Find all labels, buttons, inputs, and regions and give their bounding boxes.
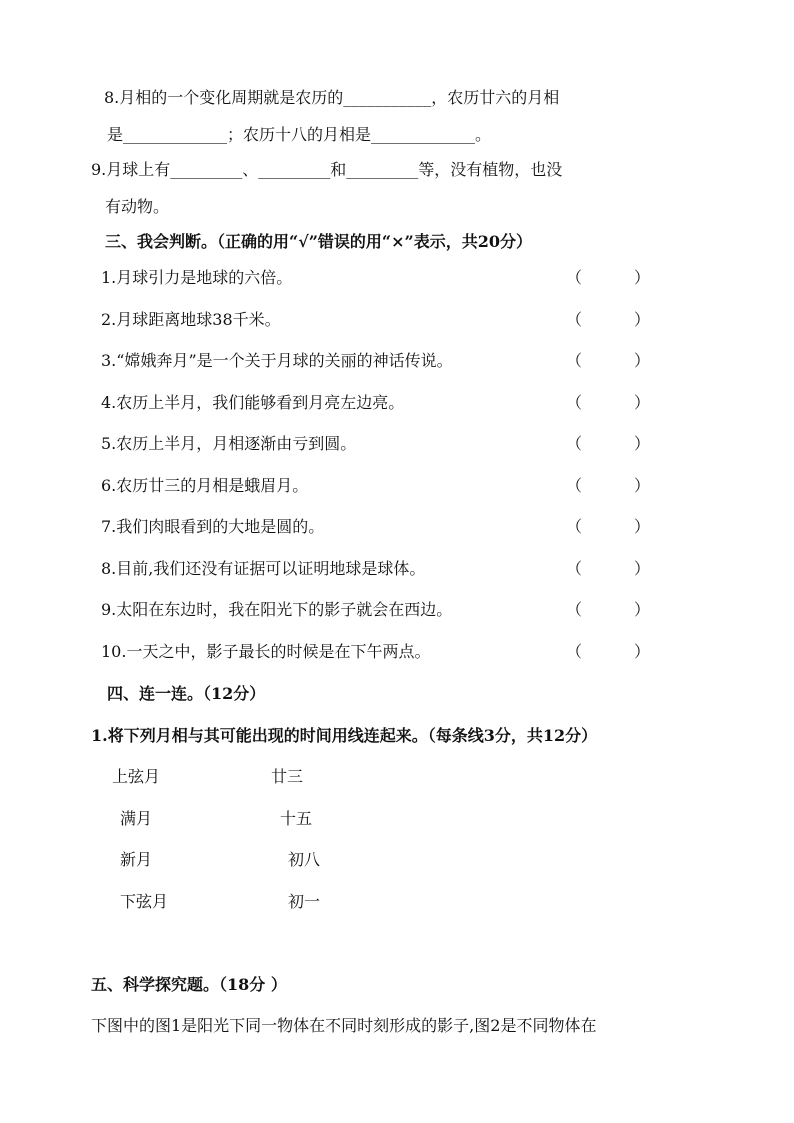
paren-right: ） (634, 600, 651, 619)
date-label[interactable]: 初一 (288, 892, 321, 911)
paren-right: ） (634, 268, 651, 287)
section-4-title: 四、连一连。（12分） (107, 684, 266, 703)
paren-left: （ (566, 642, 583, 661)
judgement-item: 1.月球引力是地球的六倍。 (101, 268, 293, 287)
phase-label[interactable]: 新月 (120, 850, 153, 869)
paren-left: （ (566, 310, 583, 329)
paren-left: （ (566, 268, 583, 287)
phase-label[interactable]: 满月 (120, 809, 153, 828)
paren-left: （ (566, 559, 583, 578)
phase-label[interactable]: 上弦月 (112, 767, 161, 786)
paren-right: ） (634, 434, 651, 453)
paren-left: （ (566, 351, 583, 370)
judgement-item: 3.“嫦娥奔月”是一个关于月球的关丽的神话传说。 (101, 351, 453, 370)
section-5-intro: 下图中的图1是阳光下同一物体在不同时刻形成的影子,图2是不同物体在 (91, 1016, 597, 1035)
paren-right: ） (634, 393, 651, 412)
date-label[interactable]: 初八 (288, 850, 321, 869)
judgement-item: 9.太阳在东边时，我在阳光下的影子就会在西边。 (101, 600, 453, 619)
section-5-title: 五、科学探究题。（18分 ） (91, 975, 287, 994)
question-8-line-2: 是_____________；农历十八的月相是_____________。 (107, 125, 492, 144)
paren-right: ） (634, 310, 651, 329)
paren-left: （ (566, 517, 583, 536)
section-3-title: 三、我会判断。（正确的用“√”错误的用“×”表示，共20分） (105, 232, 533, 251)
paren-right: ） (634, 476, 651, 495)
paren-right: ） (634, 351, 651, 370)
judgement-item: 7.我们肉眼看到的大地是圆的。 (101, 517, 325, 536)
judgement-item: 8.目前,我们还没有证据可以证明地球是球体。 (101, 559, 426, 578)
date-label[interactable]: 十五 (280, 809, 313, 828)
question-8-line-1: 8.月相的一个变化周期就是农历的___________，农历廿六的月相 (104, 88, 560, 107)
judgement-item: 2.月球距离地球38千米。 (101, 310, 281, 329)
judgement-item: 10.一天之中，影子最长的时候是在下午两点。 (101, 642, 431, 661)
judgement-item: 6.农历廿三的月相是蛾眉月。 (101, 476, 309, 495)
paren-left: （ (566, 393, 583, 412)
judgement-item: 4.农历上半月，我们能够看到月亮左边亮。 (101, 393, 405, 412)
question-9-line-1: 9.月球上有_________、_________和_________等，没有植物，也没 (91, 160, 563, 179)
paren-left: （ (566, 476, 583, 495)
paren-right: ） (634, 517, 651, 536)
paren-right: ） (634, 642, 651, 661)
question-9-line-2: 有动物。 (105, 197, 170, 216)
judgement-item: 5.农历上半月，月相逐渐由亏到圆。 (101, 434, 357, 453)
paren-left: （ (566, 434, 583, 453)
phase-label[interactable]: 下弦月 (120, 892, 169, 911)
date-label[interactable]: 廿三 (271, 767, 304, 786)
matching-question: 1.将下列月相与其可能出现的时间用线连起来。（每条线3分，共12分） (91, 726, 598, 745)
paren-right: ） (634, 559, 651, 578)
paren-left: （ (566, 600, 583, 619)
